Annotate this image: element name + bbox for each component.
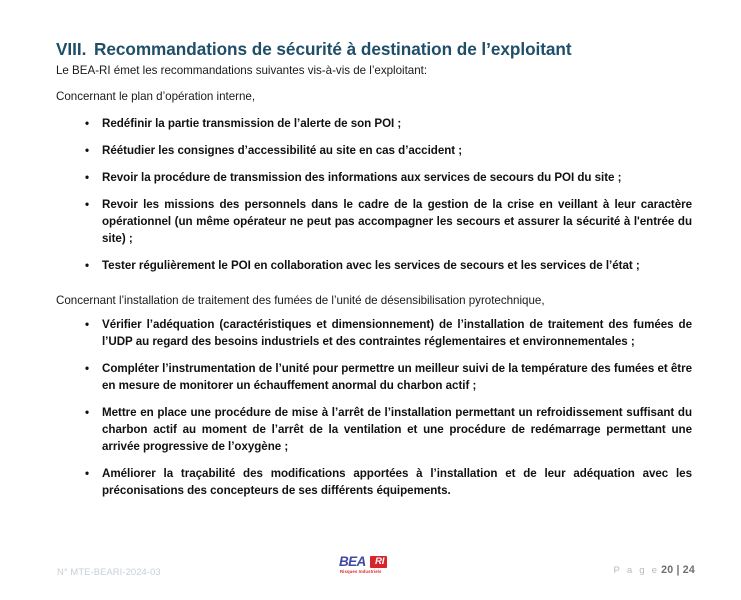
list-item-text: Compléter l’instrumentation de l’unité pour permettre un meilleur suivi de la température des fumées et être en mesure de monitorer un échauffement anormal du charbon actif ; — [102, 362, 692, 393]
list-item — [56, 142, 692, 159]
bullet-icon: • — [85, 198, 90, 212]
bea-ri-logo — [339, 554, 401, 580]
page-count: 20 | 24 — [661, 564, 695, 576]
logo-wordmark — [339, 554, 401, 569]
list-item-text: Réétudier les consignes d’accessibilité au site en cas d’accident ; — [102, 144, 463, 158]
list-item-text: Redéfinir la partie transmission de l’alerte de son POI ; — [102, 117, 402, 131]
recommendations-list-udp — [56, 316, 692, 499]
list-item — [56, 257, 692, 274]
list-item-text: Revoir les missions des personnels dans le cadre de la gestion de la crise en veillant à leur caractère opérationnel (un même opérateur ne peut pas accompagner les secours et assurer la sécurité à l'entrée du site) ; — [102, 198, 692, 246]
list-item — [56, 316, 692, 350]
document-body — [56, 60, 692, 499]
bullet-icon: • — [85, 144, 90, 158]
bullet-icon: • — [85, 318, 90, 332]
bullet-icon: • — [85, 362, 90, 376]
bullet-icon: • — [85, 406, 90, 420]
section-number: VIII. — [56, 38, 87, 59]
list-item — [56, 196, 692, 247]
section-title-text: Recommandations de sécurité à destination de l’exploitant — [94, 38, 572, 59]
list-item-text: Améliorer la traçabilité des modifications apportées à l’installation et de leur adéquation avec les préconisations des concepteurs de ses différents équipements. — [102, 467, 692, 498]
bullet-icon: • — [85, 117, 90, 131]
list-item-text: Tester régulièrement le POI en collaboration avec les services de secours et les services de l’état ; — [102, 259, 640, 273]
intro-lead-paragraph: Le BEA-RI émet les recommandations suivantes vis-à-vis de l’exploitant: — [56, 64, 428, 77]
footer-document-number: N° MTE-BEARI-2024-03 — [57, 566, 161, 577]
page-footer — [0, 550, 741, 600]
footer-page-number — [614, 564, 695, 576]
list-item-text: Mettre en place une procédure de mise à l’arrêt de l’installation permettant un refroidissement suffisant du charbon actif au moment de l’arrêt de la ventilation et une procédure de redémarrage permettant une arrivée progressive de l’oxygène ; — [102, 406, 692, 454]
page-title — [56, 39, 696, 60]
list-item-text: Revoir la procédure de transmission des informations aux services de secours du POI du site ; — [102, 171, 622, 185]
bullet-icon: • — [85, 171, 90, 185]
list-item — [56, 169, 692, 186]
list-item-text: Vérifier l’adéquation (caractéristiques et dimensionnement) de l’installation de traitement des fumées de l’UDP au regard des besoins industriels et des contraintes réglementaires et environnementales ; — [102, 318, 692, 349]
list-item — [56, 404, 692, 455]
bullet-icon: • — [85, 259, 90, 273]
logo-bea-text: BEA — [339, 554, 366, 569]
recommendations-list-poi — [56, 115, 692, 274]
bullet-icon: • — [85, 467, 90, 481]
logo-ri-badge: RI — [370, 556, 387, 568]
section-one-label: Concernant le plan d’opération interne, — [56, 89, 256, 103]
logo-tagline: Risques Industriels — [340, 569, 382, 574]
list-item — [56, 465, 692, 499]
section-two-label: Concernant l’installation de traitement des fumées de l’unité de désensibilisation pyrotechnique, — [56, 293, 545, 307]
page-label: P a g e — [613, 565, 660, 576]
list-item — [56, 115, 692, 132]
section-spacer — [56, 275, 692, 293]
list-item — [56, 360, 692, 394]
